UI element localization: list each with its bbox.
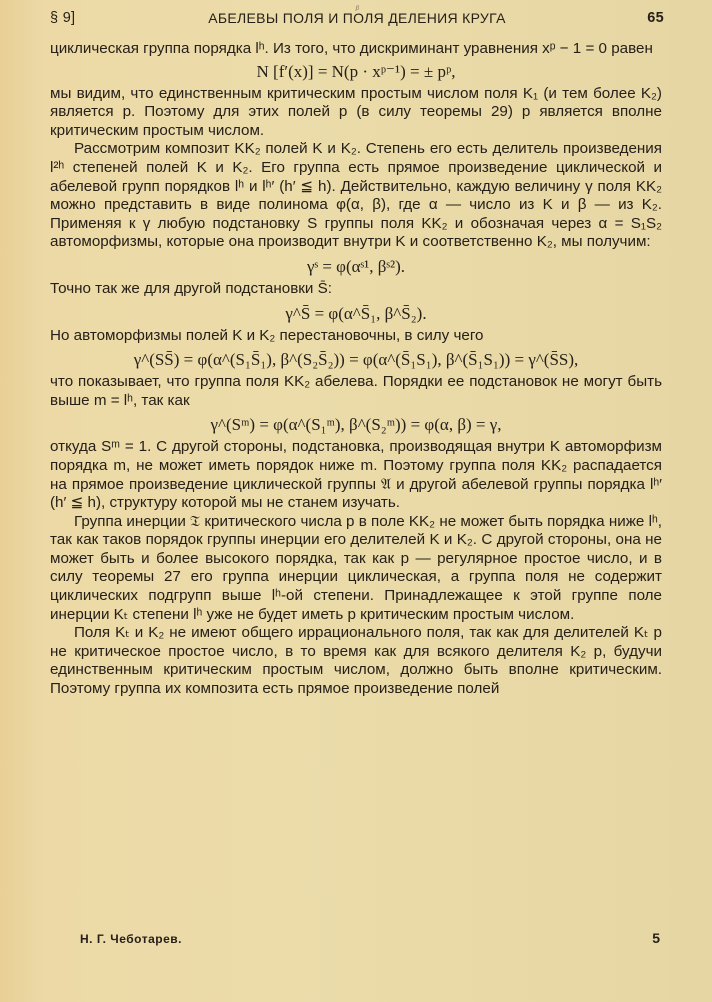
page-body bbox=[50, 40, 662, 699]
formula-gamma-s-bar: γ^S̄ = φ(α^S̄₁, β^S̄₂). bbox=[285, 303, 427, 323]
paragraph-1: циклическая группа порядка lʰ. Из того, что дискриминант уравнения xᵖ − 1 = 0 равен bbox=[50, 40, 653, 57]
paragraph-7: откуда Sᵐ = 1. С другой стороны, подстановка, производящая внутри K автоморфизм порядка m, не может иметь порядок ниже m. Поэтому группа поля KK₂ распадается на прямое произведение циклической группы 𝔄 и другой абелевой группы порядка lʰ′ (h′ ≦ h), структуру которой мы не станем изучать. bbox=[50, 438, 662, 512]
paragraph-6: что показывает, что группа поля KK₂ абелева. Порядки ее подстановок не могут быть выше m = lʰ, так как bbox=[50, 373, 662, 409]
formula-order: γ^(Sᵐ) = φ(α^(S₁ᵐ), β^(S₂ᵐ)) = φ(α, β) = γ, bbox=[210, 415, 502, 435]
running-header bbox=[50, 10, 664, 34]
ink-mark: ᵦ bbox=[356, 0, 360, 12]
section-marker: § 9] bbox=[50, 10, 76, 26]
printer-signature-mark: 5 bbox=[652, 930, 660, 946]
author-signature: Н. Г. Чеботарев. bbox=[80, 932, 182, 946]
page-number: 65 bbox=[647, 10, 664, 26]
running-title: АБЕЛЕВЫ ПОЛЯ И ПОЛЯ ДЕЛЕНИЯ КРУГА bbox=[208, 10, 506, 26]
paragraph-4: Точно так же для другой подстановки S̄: bbox=[50, 279, 332, 297]
paragraph-9: Поля Kₜ и K₂ не имеют общего иррационального поля, так как для делителей Kₜ p не критическое простое число, в то время как для всякого делителя K₂ p, будучи единственным критическим простым числом, должно быть вполне критическим. Поэтому группа их композита есть прямое произведение полей bbox=[50, 624, 662, 698]
paragraph-5: Но автоморфизмы полей K и K₂ перестановочны, в силу чего bbox=[50, 326, 484, 344]
formula-discriminant: N [f′(x)] = N(p · xᵖ⁻¹) = ± pᵖ, bbox=[256, 61, 456, 81]
paragraph-2: мы видим, что единственным критическим простым числом поля K₁ (и тем более K₂) является p. Поэтому для этих полей p (в силу теоремы 29) p является вполне критическим простым числом. bbox=[50, 84, 662, 139]
formula-gamma-s: γˢ = φ(αˢ¹, βˢ²). bbox=[306, 256, 406, 276]
paragraph-3: Рассмотрим композит KK₂ полей K и K₂. Степень его есть делитель произведения l²ʰ степеней полей K и K₂. Его группа есть прямое произведение циклической и абелевой групп порядков lʰ и lʰ′ (h′ ≦ h). Действительно, каждую величину γ поля KK₂ можно представить в виде полинома φ(α, β), где α — число из K и β — из K₂. Применяя к γ любую подстановку S группы поля KK₂ и обозначая через α = S₁S₂ автоморфизмы, которые она производит внутри K и соответственно K₂, мы получим: bbox=[50, 140, 662, 251]
formula-commutativity: γ^(SS̄) = φ(α^(S₁S̄₁), β^(S₂S̄₂)) = φ(α^(S̄₁S₁), β^(S̄₁S₁)) = γ^(S̄S), bbox=[133, 350, 579, 370]
paragraph-8: Группа инерции 𝔗 критического числа p в поле KK₂ не может быть порядка ниже lʰ, так как таков порядок группы инерции его делителей K и K₂. С другой стороны, она не может быть и более высокого порядка, так как p — регулярное простое число, и в силу теоремы 27 его группа инерции циклическая, а группа поля не содержит циклических подгрупп выше lʰ-ой степени. Принадлежащее к этой группе поле инерции Kₜ степени lʰ уже не будет иметь p критическим простым числом. bbox=[50, 512, 662, 623]
page-footer bbox=[80, 932, 660, 952]
